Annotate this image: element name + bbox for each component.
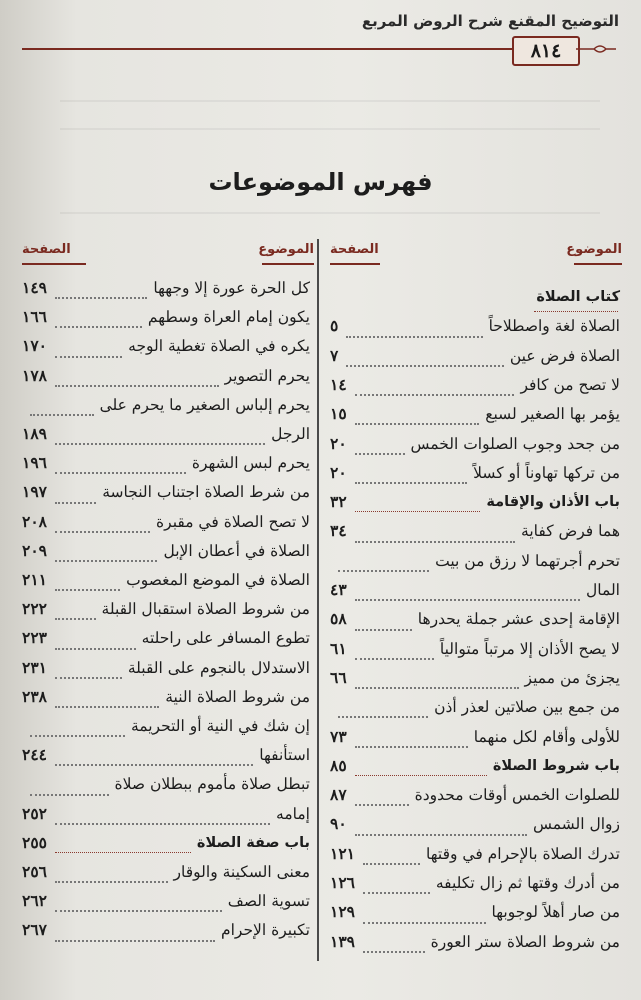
toc-entry <box>22 333 310 362</box>
toc-entry-page: ١٨٩ <box>22 424 47 443</box>
dot-leader <box>55 677 122 679</box>
toc-entry-page: ٨٥ <box>330 755 347 775</box>
dot-leader <box>355 687 519 689</box>
dot-leader <box>55 648 136 650</box>
toc-entry-title: إمامه <box>276 804 310 823</box>
toc-entry-title: يكون إمام العراة وسطهم <box>147 308 310 327</box>
dot-leader <box>355 834 527 836</box>
dot-leader <box>30 735 125 737</box>
toc-entry-title: لا يصح الأذان إلا مرتباً متوالياً <box>439 639 620 658</box>
page-header-underline <box>330 263 380 265</box>
show-through <box>60 212 600 214</box>
toc-entry-title: تسوية الصف <box>227 892 310 911</box>
toc-entry <box>22 538 310 567</box>
dot-leader <box>30 794 109 796</box>
toc-entry <box>22 596 310 625</box>
topic-header: الموضوع <box>258 242 314 257</box>
toc-entry-title: يكره في الصلاة تغطية الوجه <box>128 337 310 356</box>
toc-entry <box>22 888 310 917</box>
dot-leader <box>355 599 580 601</box>
toc-entry <box>330 460 620 489</box>
toc-entry <box>330 694 620 723</box>
dot-leader <box>355 629 412 631</box>
dot-leader <box>355 394 514 396</box>
toc-entry-page: ١٢٩ <box>330 902 355 922</box>
toc-entry-page: ٣٢ <box>330 492 347 512</box>
toc-entry-page: ٢٥٥ <box>22 832 47 852</box>
toc-entry-title: من شروط الصلاة استقبال القبلة <box>101 600 310 619</box>
toc-entry-page: ٦٦ <box>330 667 347 687</box>
toc-entry-title: زوال الشمس <box>532 815 620 834</box>
dot-leader <box>355 423 479 425</box>
dot-leader <box>355 804 409 806</box>
dot-leader <box>55 443 265 445</box>
toc-entry-title: للأولى وأقام لكل منهما <box>473 727 620 746</box>
toc-entry-title: يجزئ من مميز <box>524 668 620 687</box>
toc-entry <box>22 771 310 800</box>
dot-leader <box>355 541 515 543</box>
dot-leader <box>363 951 425 953</box>
dot-leader <box>338 570 429 572</box>
toc-entry-title: الإقامة إحدى عشر جملة يحدرها <box>417 610 620 629</box>
toc-entry-page: ٥ <box>330 316 339 336</box>
toc-entry-title: تحرم أجرتهما لا رزق من بيت <box>435 551 620 570</box>
dot-leader <box>338 716 428 718</box>
toc-entry <box>330 548 620 577</box>
toc-entry-title: من شروط الصلاة ستر العورة <box>430 932 620 951</box>
toc-entry <box>330 636 620 665</box>
toc-entry-page: ١٢١ <box>330 843 355 863</box>
toc-entry-title: الصلاة لغة واصطلاحاً <box>488 317 620 336</box>
toc-entry-title: كتاب الصلاة <box>536 289 620 305</box>
toc-entry-page: ٥٨ <box>330 609 347 629</box>
toc-entry-page: ٣٤ <box>330 521 347 541</box>
toc-entry-title: يؤمر بها الصغير لسبع <box>485 405 620 424</box>
dot-leader <box>55 472 186 474</box>
toc-entry <box>22 859 310 888</box>
dot-leader <box>355 775 487 776</box>
toc-entry-page: ٢٣٨ <box>22 686 47 706</box>
toc-entry-title: الصلاة في الموضع المغصوب <box>126 571 310 589</box>
toc-entry <box>330 431 620 460</box>
right-column-header <box>322 239 622 265</box>
toc-entry-page: ٤٣ <box>330 580 347 599</box>
running-header-title: التوضيح المقنع شرح الروض المربع <box>361 12 619 30</box>
dot-leader <box>55 706 159 708</box>
toc-entry-title: من تركها تهاوناً أو كسلاً <box>473 463 620 482</box>
toc-section-heading <box>22 830 310 859</box>
toc-entry-title: يحرم التصوير <box>224 366 310 385</box>
toc-section-heading <box>330 284 620 313</box>
toc-entry-page: ١٢٦ <box>330 873 355 892</box>
toc-entry-title: تبطل صلاة مأموم ببطلان صلاة <box>114 775 310 794</box>
page-number: ٨١٤ <box>512 36 580 66</box>
toc-entry <box>330 870 620 899</box>
toc-entry-title: معنى السكينة والوقار <box>173 863 310 881</box>
toc-entry-page: ٧ <box>330 345 339 365</box>
page-header: الصفحة <box>330 242 379 257</box>
dot-leader <box>346 365 504 367</box>
toc-entry <box>330 343 620 372</box>
toc-section-heading <box>330 489 620 518</box>
toc-entry-page: ٢٥٦ <box>22 862 47 881</box>
toc-entry <box>22 479 310 508</box>
toc-entry <box>22 363 310 392</box>
toc-entry-page: ٢٦٧ <box>22 920 47 940</box>
toc-entry-page: ١٤٩ <box>22 278 47 297</box>
toc-entry <box>330 313 620 342</box>
dot-leader <box>55 589 120 591</box>
toc-entry-title: يحرم لبس الشهرة <box>191 454 310 473</box>
topic-header: الموضوع <box>566 242 622 257</box>
toc-entry-page: ١٦٦ <box>22 307 47 327</box>
dot-leader <box>346 336 483 338</box>
toc-entry-title: يحرم إلباس الصغير ما يحرم على <box>99 395 310 414</box>
topic-header-underline <box>574 263 622 265</box>
toc-entry <box>22 392 310 421</box>
toc-entry-page: ١٩٦ <box>22 453 47 473</box>
toc-entry-page: ١٩٧ <box>22 482 47 502</box>
toc-entry-title: من صار أهلاً لوجوبها <box>491 903 620 922</box>
toc-entry-title: الرجل <box>271 425 310 443</box>
toc-entry-title: لا تصح من كافر <box>520 375 620 394</box>
toc-entry-title: استأنفها <box>259 746 310 765</box>
dot-leader <box>55 326 142 328</box>
dot-leader <box>363 892 430 894</box>
dot-leader <box>55 764 253 766</box>
dot-leader <box>55 531 150 533</box>
header-ornament-icon <box>576 43 616 55</box>
toc-entry <box>330 577 620 606</box>
dot-leader <box>55 560 157 562</box>
toc-entry <box>22 655 310 684</box>
toc-entry-title: المال <box>586 581 620 599</box>
dot-leader <box>55 881 168 883</box>
toc-entry-page: ٢٥٢ <box>22 803 47 823</box>
toc-entry-page: ٢٢٣ <box>22 628 47 648</box>
toc-entry-title: تكبيرة الإحرام <box>220 921 310 940</box>
toc-entry-title: الصلاة في أعطان الإبل <box>163 541 310 560</box>
toc-entry-page: ٦١ <box>330 638 347 658</box>
dot-leader <box>55 823 270 825</box>
dot-leader <box>355 511 480 512</box>
toc-entry-page: ٢١١ <box>22 570 47 589</box>
toc-entry-page: ٢٠ <box>330 433 347 453</box>
toc-entry-page: ٢٠٨ <box>22 511 47 531</box>
toc-entry-title: تدرك الصلاة بالإحرام في وقتها <box>426 844 620 863</box>
toc-entry <box>330 929 620 958</box>
toc-entry-title: تطوع المسافر على راحلته <box>141 629 310 648</box>
toc-entry-page: ٩٠ <box>330 814 347 834</box>
toc-entry-page: ٧٣ <box>330 726 347 746</box>
toc-entry-page: ١٧٠ <box>22 336 47 356</box>
dot-leader <box>55 502 96 504</box>
toc-entry-page: ١٥ <box>330 404 347 424</box>
dot-leader <box>55 356 122 358</box>
show-through <box>60 100 600 102</box>
dot-leader <box>363 863 420 865</box>
dot-leader <box>30 414 94 416</box>
toc-entry-page: ٢٤٤ <box>22 745 47 765</box>
toc-entry-title: للصلوات الخمس أوقات محدودة <box>414 786 620 805</box>
toc-entry-page: ١٣٩ <box>330 931 355 951</box>
toc-entry <box>330 782 620 811</box>
dot-leader <box>534 311 618 312</box>
toc-entry <box>330 841 620 870</box>
toc-entry-title: كل الحرة عورة إلا وجهها <box>153 279 310 297</box>
topic-header-underline <box>262 263 314 265</box>
toc-entry <box>330 518 620 547</box>
dot-leader <box>355 658 434 660</box>
toc-entry-page: ٢٣١ <box>22 657 47 677</box>
toc-entry <box>330 665 620 694</box>
dot-leader <box>55 852 191 853</box>
toc-entry-title: باب صفة الصلاة <box>196 834 310 851</box>
toc-entry-title: الصلاة فرض عين <box>509 346 620 365</box>
dot-leader <box>363 922 486 924</box>
dot-leader <box>55 910 222 912</box>
toc-entry-title: من جحد وجوب الصلوات الخمس <box>410 434 620 453</box>
show-through <box>60 128 600 130</box>
dot-leader <box>355 453 405 455</box>
toc-entry-title: باب شروط الصلاة <box>492 757 620 774</box>
toc-entry <box>22 684 310 713</box>
toc-entry-title: باب الأذان والإقامة <box>486 494 620 511</box>
toc-entry <box>22 625 310 654</box>
column-divider <box>317 239 319 961</box>
toc-entry-title: من شرط الصلاة اجتناب النجاسة <box>102 483 310 502</box>
toc-entry-page: ٨٧ <box>330 785 347 805</box>
toc-entry-title: من جمع بين صلاتين لعذر أذن <box>434 698 620 717</box>
toc-entry <box>22 275 310 304</box>
page-header: الصفحة <box>22 242 71 257</box>
dot-leader <box>355 482 467 484</box>
toc-entry-page: ٢٢٢ <box>22 599 47 619</box>
toc-entry <box>22 742 310 771</box>
dot-leader <box>55 940 215 942</box>
toc-entry-page: ١٤ <box>330 374 347 394</box>
toc-entry <box>22 450 310 479</box>
toc-entry <box>330 401 620 430</box>
toc-entry <box>22 304 310 333</box>
toc-entry-title: من شروط الصلاة النية <box>165 687 310 706</box>
toc-entry-page: ٢٠ <box>330 462 347 482</box>
toc-entry <box>330 811 620 840</box>
toc-entry <box>22 801 310 830</box>
toc-entry-page: ٢٦٢ <box>22 891 47 911</box>
toc-entry-page: ٢٠٩ <box>22 540 47 560</box>
dot-leader <box>55 297 147 299</box>
toc-entry-title: لا تصح الصلاة في مقبرة <box>156 512 310 531</box>
toc-entry <box>330 606 620 635</box>
toc-entry <box>330 899 620 928</box>
toc-entry <box>22 509 310 538</box>
left-column-header <box>22 239 314 265</box>
dot-leader <box>55 385 219 387</box>
page-header-underline <box>22 263 86 265</box>
toc-entry-title: من أدرك وقتها ثم زال تكليفه <box>435 874 620 892</box>
toc-entry <box>330 724 620 753</box>
toc-entry-title: إن شك في النية أو التحريمة <box>130 717 310 735</box>
toc-entry-title: هما فرض كفاية <box>521 522 620 541</box>
toc-entry-title: الاستدلال بالنجوم على القبلة <box>127 658 310 677</box>
toc-entry <box>22 917 310 946</box>
toc-section-heading <box>330 753 620 782</box>
dot-leader <box>55 618 96 620</box>
toc-entry-page: ١٧٨ <box>22 365 47 385</box>
header-rule <box>22 48 512 50</box>
toc-entry <box>22 713 310 742</box>
toc-entry <box>22 421 310 450</box>
toc-entry <box>330 372 620 401</box>
dot-leader <box>355 746 468 748</box>
toc-entry <box>22 567 310 596</box>
page-title: فهرس الموضوعات <box>208 168 433 196</box>
